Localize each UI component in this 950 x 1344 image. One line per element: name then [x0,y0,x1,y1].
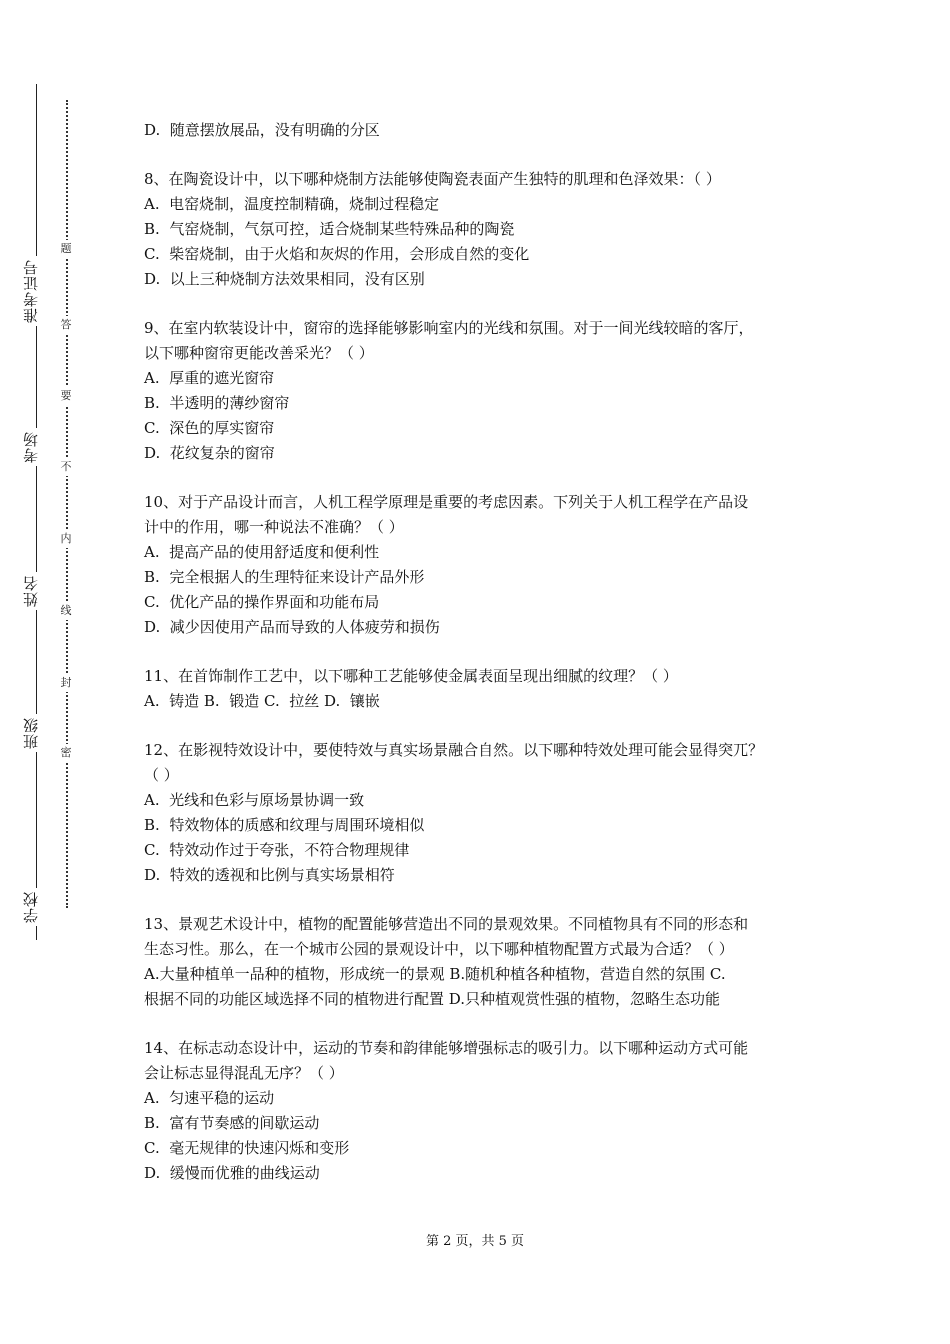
question-stem: 会让标志显得混乱无序？（ ） [144,1064,344,1082]
question-11 [144,664,824,714]
option-d: D. 以上三种烧制方法效果相同，没有区别 [144,270,425,288]
seal-char: 不 [59,458,73,476]
question-stem: 8、在陶瓷设计中，以下哪种烧制方法能够使陶瓷表面产生独特的肌理和色泽效果：（ ） [144,170,721,188]
question-7-tail [144,118,824,143]
question-stem: 14、在标志动态设计中，运动的节奏和韵律能够增强标志的吸引力。以下哪种运动方式可能 [144,1039,749,1057]
options-inline: A. 铸造 B. 锻造 C. 拉丝 D. 镶嵌 [144,692,380,710]
question-stem: 12、在影视特效设计中，要使特效与真实场景融合自然。以下哪种特效处理可能会显得突兀？ [144,741,764,759]
exam-room-label: 考场 [20,428,52,466]
option-b: B. 气窑烧制，气氛可控，适合烧制某些特殊品种的陶瓷 [144,220,515,238]
option-a: A. 电窑烧制，温度控制精确，烧制过程稳定 [144,195,440,213]
question-14 [144,1036,824,1186]
option-b: B. 半透明的薄纱窗帘 [144,394,290,412]
question-options-inline: 根据不同的功能区域选择不同的植物进行配置 D.只种植观赏性强的植物，忽略生态功能 [144,990,721,1008]
option-d: D. 缓慢而优雅的曲线运动 [144,1164,320,1182]
option-d: D. 花纹复杂的窗帘 [144,444,275,462]
seal-char: 答 [59,316,73,334]
option-a: A. 光线和色彩与原场景协调一致 [144,791,365,809]
option-c: C. 毫无规律的快速闪烁和变形 [144,1139,350,1157]
question-stem: 生态习性。那么，在一个城市公园的景观设计中，以下哪种植物配置方式最为合适？（ ） [144,940,734,958]
question-10 [144,490,824,640]
option-b: B. 富有节奏感的间歇运动 [144,1114,320,1132]
page-number: 第 2 页，共 5 页 [425,1234,525,1249]
seal-dotted-line [66,100,68,908]
question-stem: 以下哪种窗帘更能改善采光？（ ） [144,344,374,362]
exam-number-label: 准考证号 [20,256,52,326]
option-b: B. 特效物体的质感和纹理与周围环境相似 [144,816,425,834]
seal-char: 内 [59,530,73,548]
class-label: 班级 [20,714,52,752]
seal-char: 线 [59,602,73,620]
question-12 [144,738,824,888]
option-b: B. 完全根据人的生理特征来设计产品外形 [144,568,425,586]
question-8 [144,167,824,292]
option-a: A. 匀速平稳的运动 [144,1089,275,1107]
option-a: A. 厚重的遮光窗帘 [144,369,275,387]
binding-margin [0,0,120,1344]
seal-char: 要 [59,387,73,405]
option-a: A. 提高产品的使用舒适度和便利性 [144,543,380,561]
option-d: D. 减少因使用产品而导致的人体疲劳和损伤 [144,618,440,636]
binding-solid-line [36,84,37,940]
school-label: 学校 [20,888,52,926]
question-stem: 13、景观艺术设计中，植物的配置能够营造出不同的景观效果。不同植物具有不同的形态和 [144,915,749,933]
seal-char: 题 [59,240,73,258]
option-c: C. 特效动作过于夸张，不符合物理规律 [144,841,410,859]
question-9 [144,316,824,466]
seal-char: 封 [59,674,73,692]
question-stem: 11、在首饰制作工艺中，以下哪种工艺能够使金属表面呈现出细腻的纹理？（ ） [144,667,678,685]
question-stem: 9、在室内软装设计中，窗帘的选择能够影响室内的光线和氛围。对于一间光线较暗的客厅， [144,319,754,337]
question-stem: 10、对于产品设计而言，人机工程学原理是重要的考虑因素。下列关于人机工程学在产品设 [144,493,749,511]
question-stem: （ ） [144,766,179,784]
question-stem: 计中的作用，哪一种说法不准确？（ ） [144,518,404,536]
option-c: C. 柴窑烧制，由于火焰和灰烬的作用，会形成自然的变化 [144,245,530,263]
student-name-label: 姓名 [20,572,52,610]
question-options-inline: A.大量种植单一品种的植物，形成统一的景观 B.随机种植各种植物，营造自然的氛围 C. [144,965,726,983]
option-d: D. 特效的透视和比例与真实场景相符 [144,866,395,884]
option-c: C. 深色的厚实窗帘 [144,419,275,437]
seal-char: 密 [59,744,73,762]
exam-content [144,118,824,1210]
option-c: C. 优化产品的操作界面和功能布局 [144,593,380,611]
question-13 [144,912,824,1012]
option-d: D. 随意摆放展品，没有明确的分区 [144,121,380,139]
